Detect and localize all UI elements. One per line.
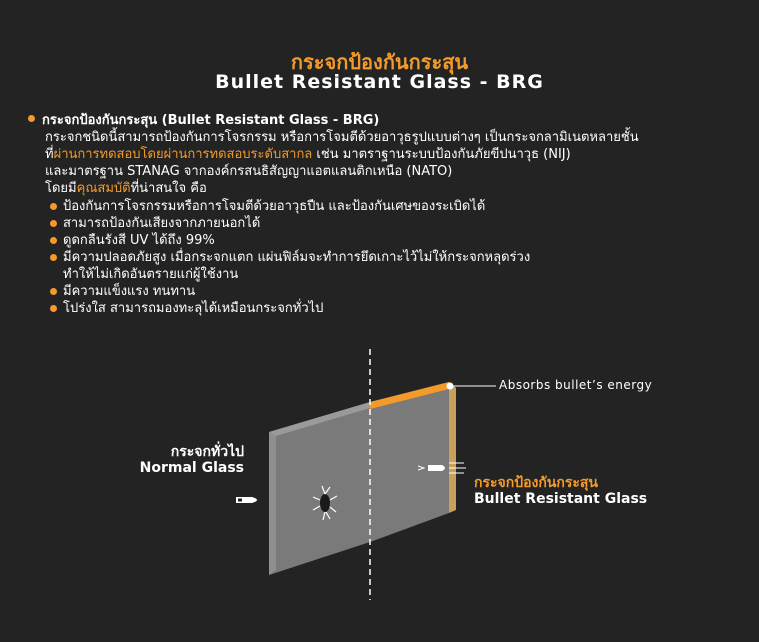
normal-glass-label: กระจกทั่วไป Normal Glass [139,444,244,476]
description-line-4: โดยมีคุณสมบัติที่น่าสนใจ คือ [45,181,207,196]
highlight-properties: คุณสมบัติ [76,181,131,196]
list-item: มีความปลอดภัยสูง เมื่อกระจกแตก แผ่นฟิล์มจะทำการยึดเกาะไว้ไม่ให้กระจกหลุดร่วง ทำให้ไม่เกิดอันตรายแก่ผู้ใช้งาน [50,249,748,283]
bullet-resistant-glass-pane [370,382,456,542]
list-item: ดูดกลืนรังสี UV ได้ถึง 99% [50,232,748,249]
description-line-1: กระจกชนิดนี้สามารถป้องกันการโจรกรรม หรือการโจมตีด้วยอาวุธรูปแบบต่างๆ เป็นกระจกลามิเนตหลายชั้น [45,130,639,145]
list-item: มีความแข็งแรง ทนทาน [50,283,748,300]
description-line-2: ที่ผ่านการทดสอบโดยผ่านการทดสอบระดับสากล เช่น มาตราฐานระบบป้องกันภัยขีปนาวุธ (NIJ) [45,147,571,162]
description-line-3: และมาตรฐาน STANAG จากองค์กรสนธิสัญญาแอตแลนติกเหนือ (NATO) [45,164,453,179]
brg-label: กระจกป้องกันกระสุน Bullet Resistant Glass [474,475,648,507]
list-item: สามารถป้องกันเสียงจากภายนอกได้ [50,215,748,232]
bullet-icon-normal [236,497,257,503]
list-item: ป้องกันการโจรกรรมหรือการโจมตีด้วยอาวุธปืน และป้องกันเศษของระเบิดได้ [50,198,748,215]
section-heading: กระจกป้องกันกระสุน (Bullet Resistant Glass - BRG) [28,112,748,129]
absorb-label: Absorbs bullet’s energy [499,378,653,392]
list-item: โปร่งใส สามารถมองทะลุได้เหมือนกระจกทั่วไป [50,300,748,317]
page-title-th: กระจกป้องกันกระสุน [290,50,469,74]
normal-glass-pane [269,402,370,575]
highlight-standard: ผ่านการทดสอบโดยผ่านการทดสอบระดับสากล [53,147,313,162]
page-title-en: Bullet Resistant Glass - BRG [215,71,544,93]
